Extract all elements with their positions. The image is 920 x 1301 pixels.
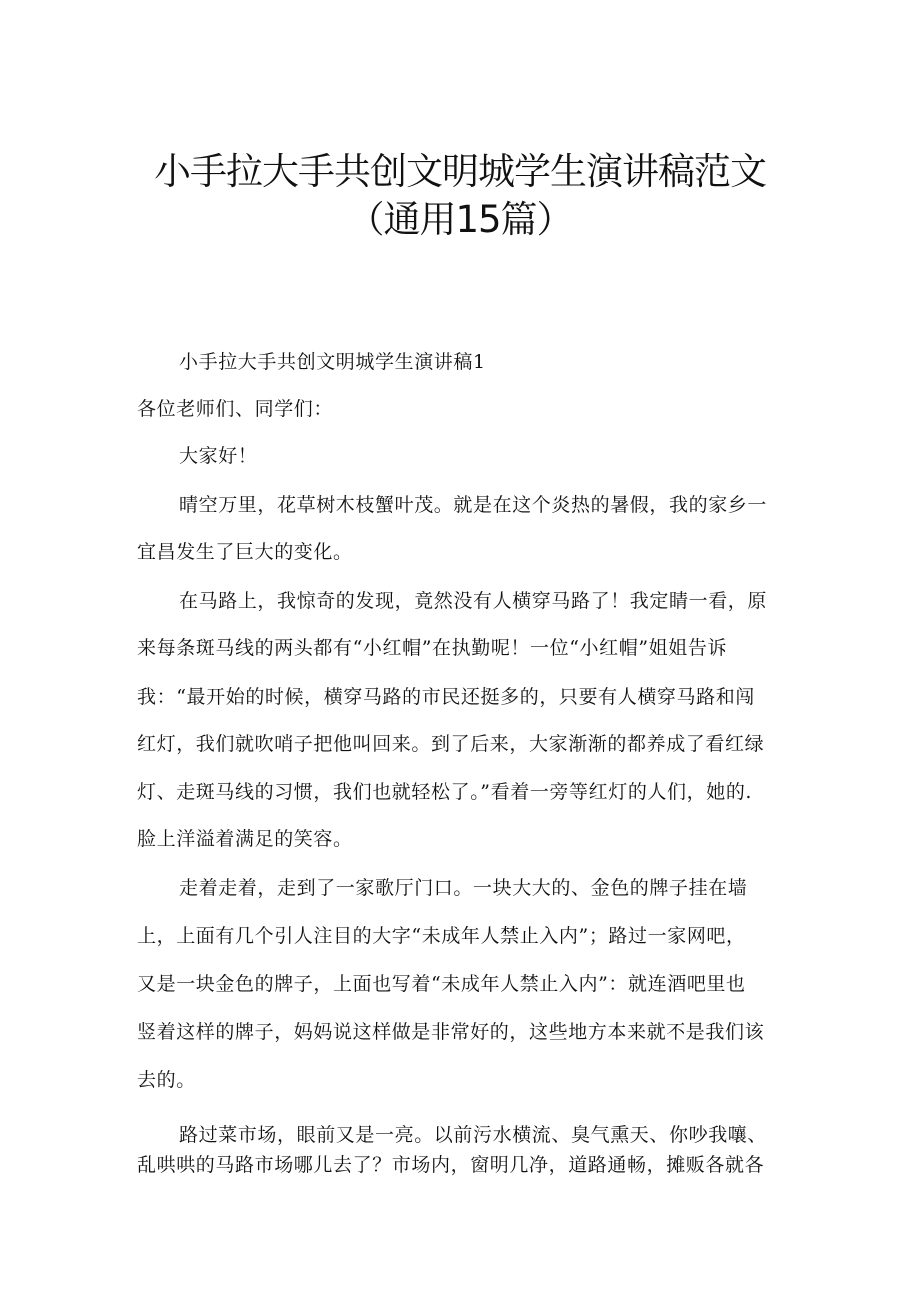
text-line: 红灯，我们就吹哨子把他叫回来。到了后来，大家渐渐的都养成了看红绿 xyxy=(137,733,765,755)
text-line: 上，上面有几个引人注目的大字“未成年人禁止入内”；路过一家网吧， xyxy=(137,925,746,947)
text-line: 灯、走斑马线的习惯，我们也就轻松了。”看着一旁等红灯的人们，她的. xyxy=(137,781,753,803)
text-line: 去的。 xyxy=(137,1069,196,1091)
text-line: 路过菜市场，眼前又是一亮。以前污水横流、臭气熏天、你吵我嚷、 xyxy=(179,1124,768,1146)
text-line: 来每条斑马线的两头都有“小红帽”在执勤呢！一位“小红帽”姐姐告诉 xyxy=(137,637,728,659)
text-line: 在马路上，我惊奇的发现，竟然没有人横穿马路了！我定睛一看，原 xyxy=(179,590,768,612)
section-heading: 小手拉大手共创文明城学生演讲稿1 xyxy=(179,351,486,373)
text-line: 又是一块金色的牌子，上面也写着“未成年人禁止入内”：就连酒吧里也 xyxy=(137,973,746,995)
text-line: 晴空万里，花草树木枝蟹叶茂。就是在这个炎热的暑假，我的家乡一 xyxy=(179,494,768,516)
salutation: 各位老师们、同学们： xyxy=(137,398,334,420)
text-line: 竖着这样的牌子，妈妈说这样做是非常好的，这些地方本来就不是我们该 xyxy=(137,1021,765,1043)
page-title: 小手拉大手共创文明城学生演讲稿范文 xyxy=(154,150,766,193)
text-line: 宜昌发生了巨大的变化。 xyxy=(137,541,353,563)
text-line: 走着走着，走到了一家歌厅门口。一块大大的、金色的牌子挂在墙 xyxy=(179,877,748,899)
greeting: 大家好！ xyxy=(179,445,258,467)
text-line: 乱哄哄的马路市场哪儿去了？市场内，窗明几净，道路通畅，摊贩各就各 xyxy=(137,1154,765,1176)
text-line: 脸上洋溢着满足的笑容。 xyxy=(137,828,353,850)
text-line: 我：“最开始的时候，横穿马路的市民还挺多的，只要有人横穿马路和闯 xyxy=(137,686,755,708)
page-subtitle: （通用15篇） xyxy=(347,198,573,241)
